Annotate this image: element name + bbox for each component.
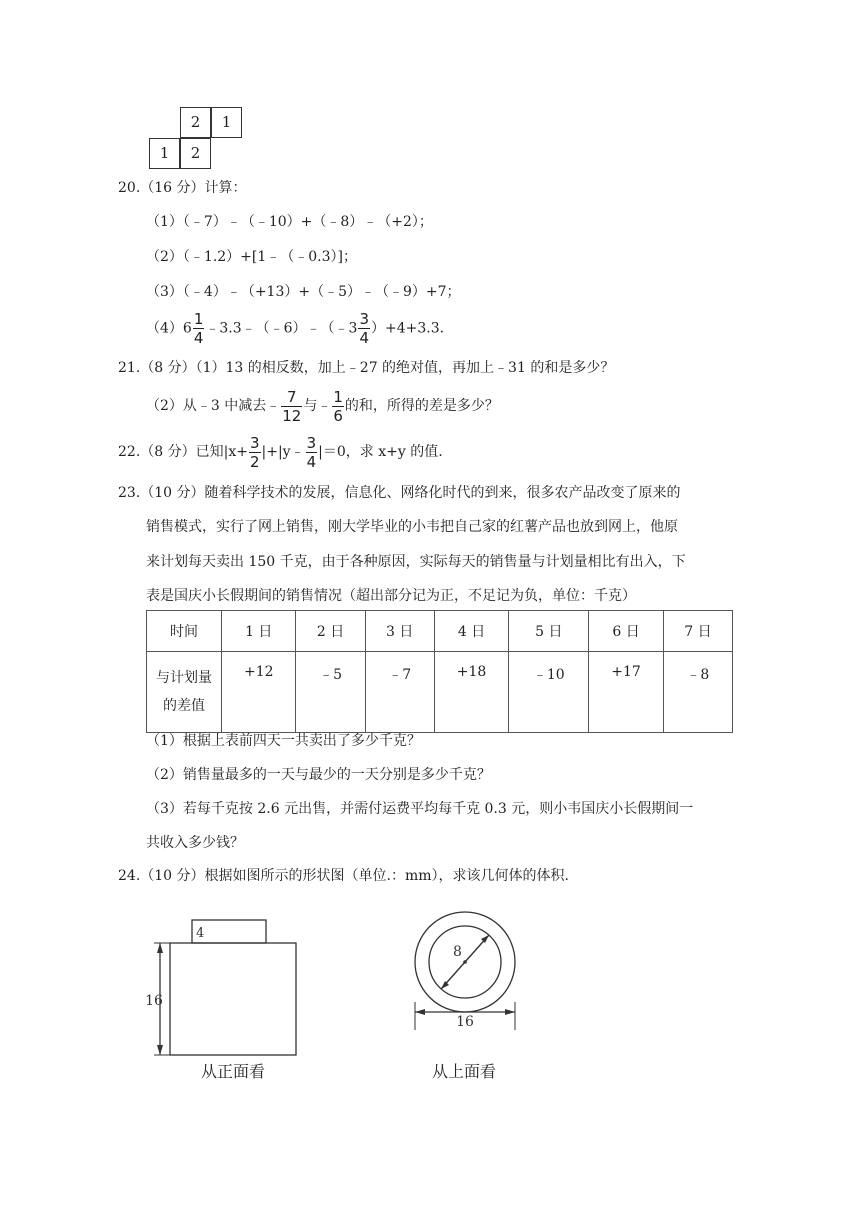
table-cell: +12 (222, 652, 296, 733)
table-cell: 5 日 (509, 611, 589, 652)
outer-diameter-label: 16 (456, 1014, 474, 1030)
q20-part4 (146, 310, 444, 347)
q22-text-a: 22.（8 分）已知|x+ (118, 444, 248, 460)
q21-part1: 21.（8 分）（1）13 的相反数，加上﹣27 的绝对值，再加上﹣31 的和是多少？ (118, 360, 615, 376)
q20-part4-text-c: ）+4+3.3. (371, 320, 445, 337)
fraction: $\frac{3}{4}$ (306, 433, 317, 471)
q23-sub1: （1）根据上表前四天一共卖出了多少千克？ (146, 733, 421, 749)
q20-part2: （2）（﹣1.2）+[1﹣（﹣0.3）]； (146, 249, 357, 265)
q22-text-c: |＝0，求 x+y 的值. (318, 444, 443, 460)
front-view-top-dim: 4 (196, 926, 205, 941)
table-row (147, 652, 733, 733)
fraction: $\frac{3}{2}$ (249, 433, 260, 471)
table-cell: 6 日 (589, 611, 663, 652)
table-cell: ﹣5 (296, 652, 365, 733)
table-cell: 4 日 (434, 611, 508, 652)
table-row (147, 611, 733, 652)
table-cell: +18 (434, 652, 508, 733)
q23-line4: 表是国庆小长假期间的销售情况（超出部分记为正，不足记为负，单位：千克） (146, 588, 636, 604)
table-cell: +17 (589, 652, 663, 733)
table-cell: ﹣8 (663, 652, 732, 733)
fraction: $\frac{1}{6}$ (333, 387, 343, 425)
net-cell: 2 (180, 107, 211, 138)
mixed-fraction: $\frac{3}{4}$ (359, 310, 370, 347)
front-view-side-dim: 16 (145, 993, 163, 1009)
q21-part2-text-c: 的和，所得的差是多少？ (344, 398, 499, 414)
net-cell: 1 (211, 107, 242, 138)
q23-line1: 23.（10 分）随着科学技术的发展，信息化、网络化时代的到来，很多农产品改变了原来的 (118, 485, 681, 501)
table-header-cell (147, 652, 222, 733)
table-cell: ﹣10 (509, 652, 589, 733)
top-view-diagram (405, 912, 525, 1032)
mixed-fraction: $\frac{1}{4}$ (193, 310, 204, 347)
inner-diameter-label: 8 (453, 944, 462, 960)
q23-line2: 销售模式，实行了网上销售，刚大学毕业的小韦把自己家的红薯产品也放到网上，他原 (146, 519, 678, 535)
q21-part2-text-b: 与﹣ (303, 398, 332, 414)
table-header-cell: 时间 (147, 611, 222, 652)
q24-text: 24.（10 分）根据如图所示的形状图（单位.：mm），求该几何体的体积. (118, 868, 569, 884)
q20-part3: （3）（﹣4）﹣（+13）+（﹣5）﹣（﹣9）+7； (146, 284, 461, 300)
fraction: $\frac{7}{12}$ (282, 387, 302, 425)
net-cell: 2 (180, 138, 211, 169)
net-cell: 1 (149, 138, 180, 169)
table-cell: 2 日 (296, 611, 365, 652)
front-view-caption: 从正面看 (201, 1062, 266, 1081)
sales-table (146, 610, 733, 733)
q22-text-b: |+|y﹣ (261, 444, 305, 460)
front-view-body (170, 943, 296, 1055)
top-view-caption: 从上面看 (432, 1062, 497, 1081)
front-view-diagram (145, 912, 348, 1072)
q23-line3: 来计划每天卖出 150 千克，由于各种原因，实际每天的销售量与计划量相比有出入，下 (146, 554, 686, 570)
q21-part2-text-a: （2）从﹣3 中减去﹣ (146, 398, 281, 414)
q23-sub2: （2）销售量最多的一天与最少的一天分别是多少千克？ (146, 767, 491, 783)
table-cell: 7 日 (663, 611, 732, 652)
table-header-line: 的差值 (163, 698, 205, 714)
q20-part4-text-a: （4）6 (146, 320, 192, 337)
q22-text (118, 433, 443, 471)
q20-header: 20.（16 分）计算： (118, 180, 247, 196)
table-cell: 1 日 (222, 611, 296, 652)
table-header-line: 与计划量 (156, 670, 212, 686)
q23-sub3-line2: 共收入多少钱？ (146, 835, 244, 851)
table-cell: 3 日 (365, 611, 434, 652)
q20-part1: （1）（﹣7）﹣（﹣10）+（﹣8）﹣（+2）； (146, 214, 433, 230)
q23-sub3-line1: （3）若每千克按 2.6 元出售，并需付运费平均每千克 0.3 元，则小韦国庆小长假期间一 (146, 801, 694, 817)
q21-part2 (146, 387, 499, 425)
table-cell: ﹣7 (365, 652, 434, 733)
q20-part4-text-b: ﹣3.3﹣（﹣6）﹣（﹣3 (205, 320, 358, 337)
